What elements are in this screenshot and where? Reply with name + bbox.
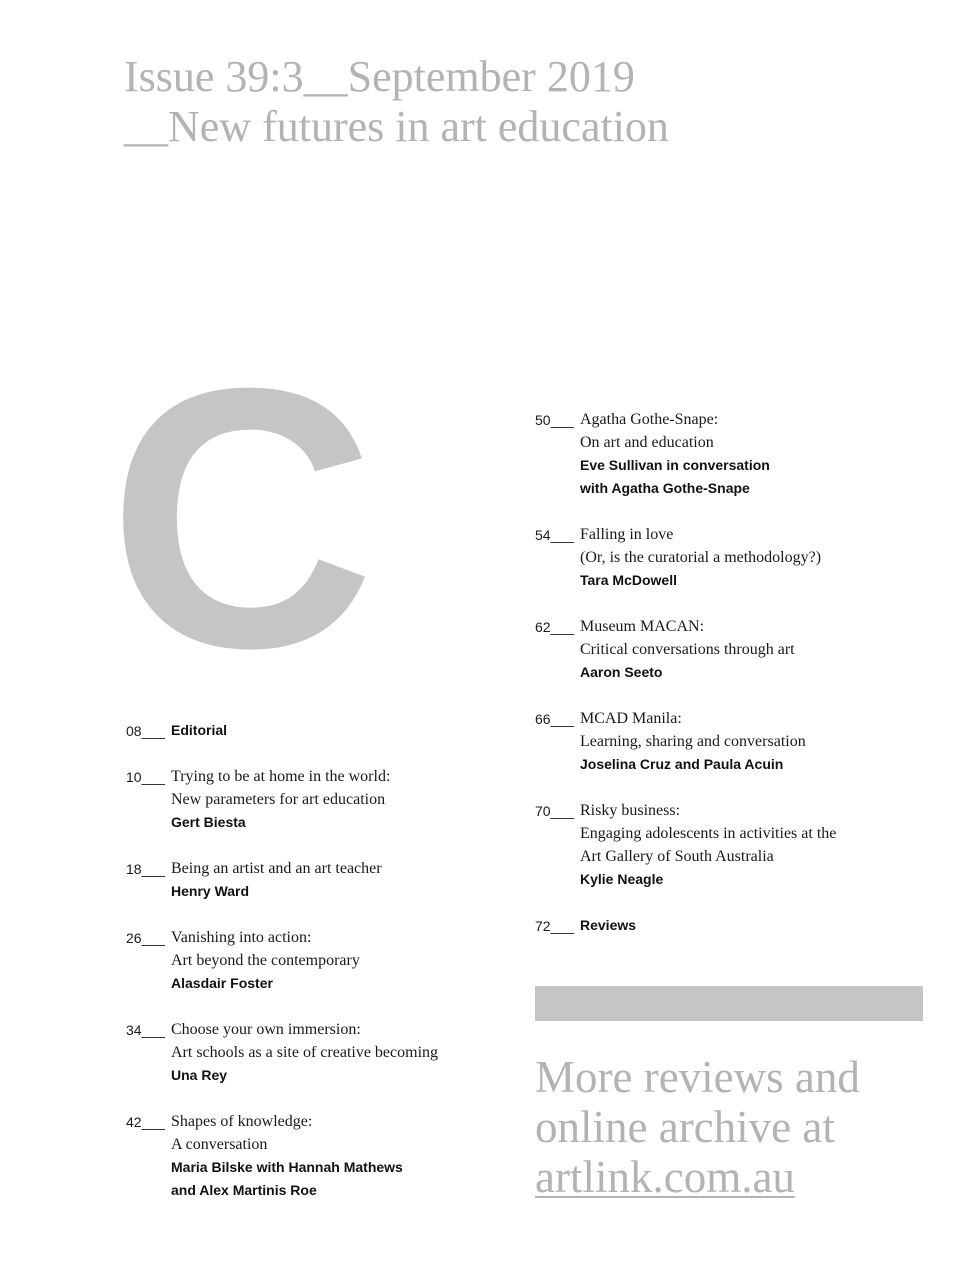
article-author: Gert Biesta	[171, 814, 246, 830]
article-title-line: Art beyond the contemporary	[171, 952, 360, 969]
page-number: 10___	[126, 769, 165, 785]
article-author: Henry Ward	[171, 883, 250, 899]
article-title-line: A conversation	[171, 1136, 268, 1153]
page-number: 62___	[535, 619, 574, 635]
article-title-line: Risky business:	[580, 802, 681, 819]
article-title-line: MCAD Manila:	[580, 710, 682, 727]
page-number: 34___	[126, 1022, 165, 1038]
contents-entry	[535, 523, 925, 592]
page-number: 66___	[535, 711, 574, 727]
masthead-letter: C	[108, 312, 370, 725]
article-title-line: Being an artist and an art teacher	[171, 860, 382, 877]
page-number: 26___	[126, 930, 165, 946]
contents-column-right	[535, 408, 925, 937]
article-title-line: Museum MACAN:	[580, 618, 705, 635]
issue-line: Issue 39:3__September 2019	[124, 52, 635, 101]
article-author: Alasdair Foster	[171, 975, 273, 991]
article-title-line: On art and education	[580, 434, 714, 451]
article-author: with Agatha Gothe-Snape	[580, 480, 750, 496]
article-author: Maria Bilske with Hannah Mathews	[171, 1159, 403, 1175]
article-title-line: Critical conversations through art	[580, 641, 795, 658]
article-title-line: Engaging adolescents in activities at the	[580, 825, 837, 842]
page-number: 42___	[126, 1114, 165, 1130]
article-author: Tara McDowell	[580, 572, 677, 588]
promo-line-1: More reviews and	[535, 1052, 860, 1102]
section-title: Reviews	[580, 917, 637, 933]
article-title-line: Learning, sharing and conversation	[580, 733, 806, 750]
article-title-line: Agatha Gothe-Snape:	[580, 411, 719, 428]
page-number: 08___	[126, 723, 165, 739]
contents-column-left	[126, 719, 526, 1202]
article-title-line: Trying to be at home in the world:	[171, 768, 391, 785]
online-archive-promo	[535, 1052, 860, 1202]
contents-entry	[535, 408, 925, 500]
contents-entry	[535, 707, 925, 776]
issue-header	[124, 52, 669, 152]
article-author: Kylie Neagle	[580, 871, 664, 887]
article-author: Eve Sullivan in conversation	[580, 457, 770, 473]
contents-entry	[126, 926, 526, 995]
page-number: 70___	[535, 803, 574, 819]
contents-entry	[535, 914, 925, 937]
article-author: Una Rey	[171, 1067, 228, 1083]
article-author: Aaron Seeto	[580, 664, 663, 680]
artlink-website-link[interactable]: artlink.com.au	[535, 1152, 795, 1202]
section-title: Editorial	[171, 722, 228, 738]
contents-entry	[126, 765, 526, 834]
contents-entry	[126, 857, 526, 903]
page-number: 18___	[126, 861, 165, 877]
article-title-line: Art Gallery of South Australia	[580, 848, 774, 865]
article-author: Joselina Cruz and Paula Acuin	[580, 756, 784, 772]
issue-theme: __New futures in art education	[124, 102, 669, 151]
page-number: 50___	[535, 412, 574, 428]
article-title-line: Choose your own immersion:	[171, 1021, 361, 1038]
promo-line-2: online archive at	[535, 1102, 835, 1152]
article-title-line: Art schools as a site of creative becoming	[171, 1044, 439, 1061]
contents-entry	[126, 1018, 526, 1087]
contents-entry	[126, 1110, 526, 1202]
contents-entry	[535, 615, 925, 684]
article-title-line: New parameters for art education	[171, 791, 386, 808]
article-title-line: (Or, is the curatorial a methodology?)	[580, 549, 822, 566]
article-title-line: Falling in love	[580, 526, 674, 543]
article-title-line: Vanishing into action:	[171, 929, 312, 946]
article-title-line: Shapes of knowledge:	[171, 1113, 313, 1130]
page-number: 54___	[535, 527, 574, 543]
contents-entry	[126, 719, 526, 742]
grey-divider-block	[535, 986, 923, 1021]
contents-entry	[535, 799, 925, 891]
page-number: 72___	[535, 918, 574, 934]
article-author: and Alex Martinis Roe	[171, 1182, 317, 1198]
